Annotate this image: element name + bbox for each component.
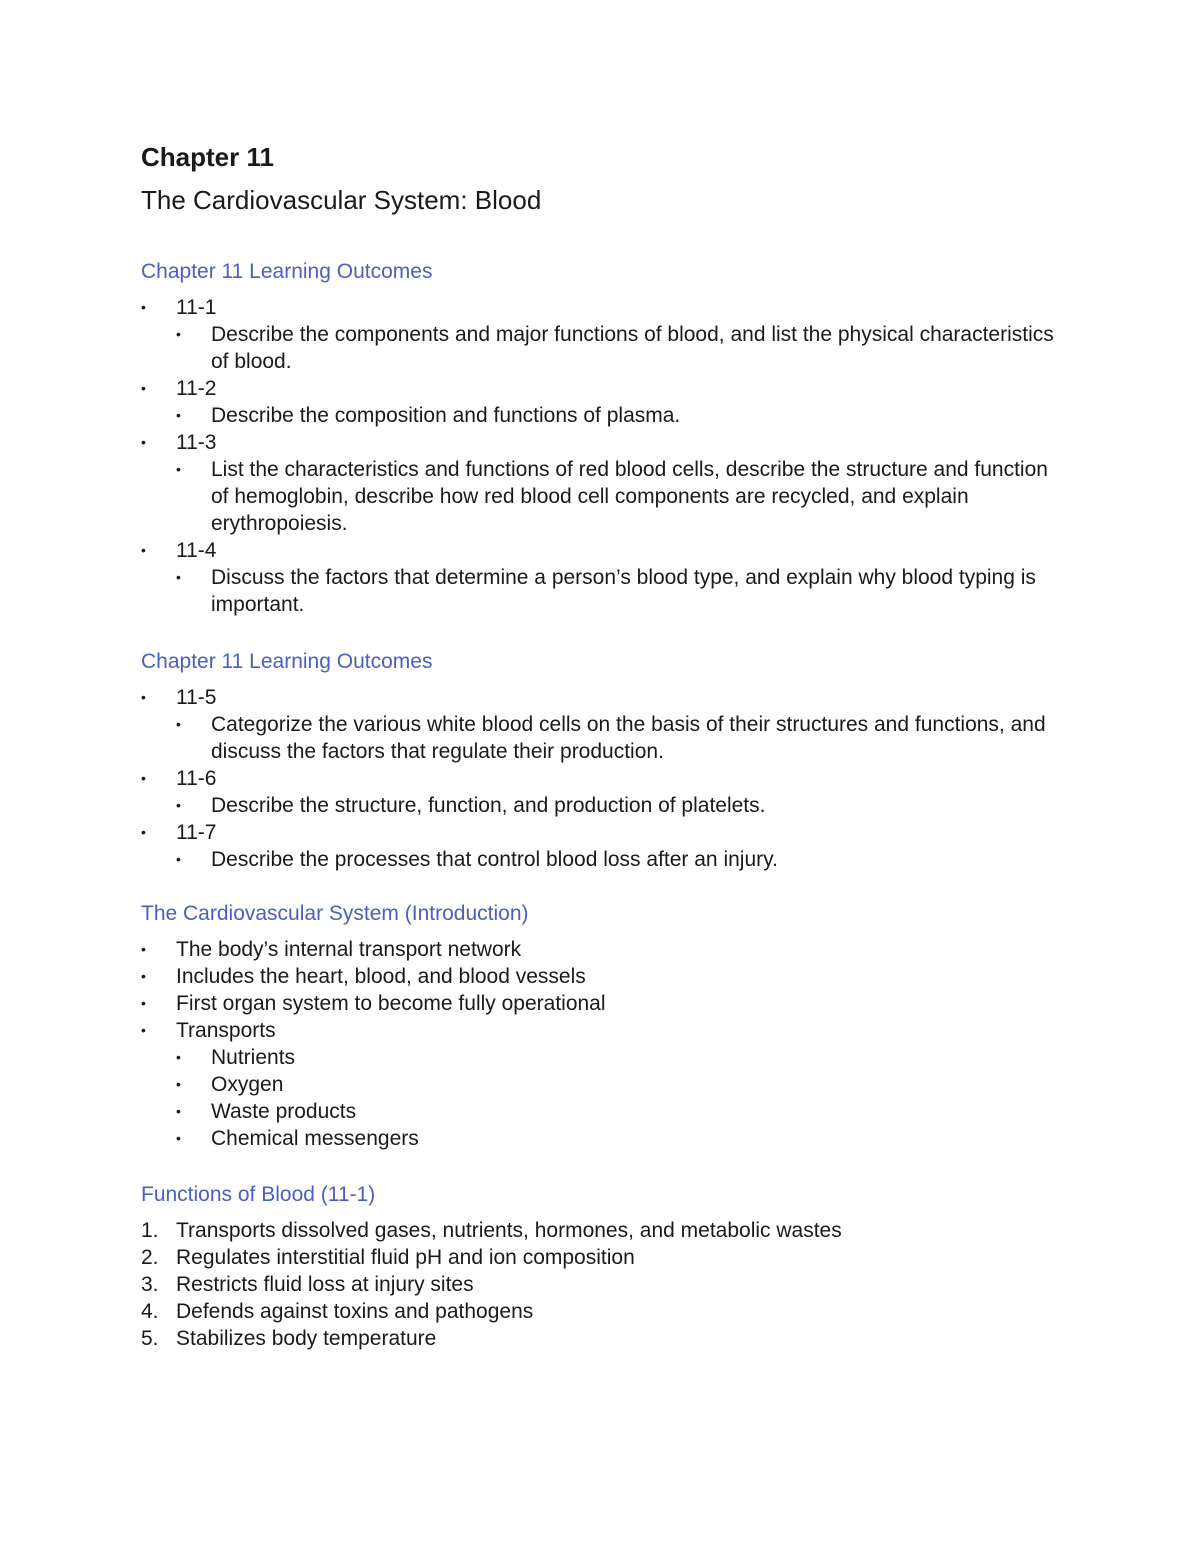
bullet-icon: • bbox=[176, 1076, 181, 1092]
sub-list-item-text: Chemical messengers bbox=[211, 1127, 419, 1150]
list-item bbox=[141, 765, 1061, 792]
section-heading: Chapter 11 Learning Outcomes bbox=[141, 650, 433, 673]
bullet-list bbox=[141, 684, 1061, 873]
list-item bbox=[141, 375, 1061, 402]
bullet-icon: • bbox=[176, 797, 181, 813]
bullet-icon: • bbox=[141, 1022, 146, 1038]
bullet-icon: • bbox=[176, 851, 181, 867]
list-number: 3. bbox=[141, 1273, 159, 1296]
sub-list-item bbox=[141, 846, 1061, 873]
list-item bbox=[141, 294, 1061, 321]
sub-list-item bbox=[141, 1098, 1061, 1125]
sub-list-item-text: Discuss the factors that determine a person’s blood type, and explain why blood typing is important. bbox=[211, 566, 1036, 616]
bullet-icon: • bbox=[141, 689, 146, 705]
bullet-icon: • bbox=[141, 995, 146, 1011]
sub-list-item bbox=[141, 1071, 1061, 1098]
sub-list-item bbox=[141, 564, 1061, 618]
sub-list-item-text: Nutrients bbox=[211, 1046, 296, 1069]
bullet-icon: • bbox=[176, 1103, 181, 1119]
bullet-icon: • bbox=[176, 716, 181, 732]
list-item-text: Regulates interstitial fluid pH and ion composition bbox=[176, 1246, 635, 1269]
list-item-text: Defends against toxins and pathogens bbox=[176, 1300, 534, 1323]
list-item bbox=[141, 429, 1061, 456]
list-item-text: 11-2 bbox=[176, 377, 217, 400]
bullet-icon: • bbox=[176, 326, 181, 342]
list-item-text: First organ system to become fully operational bbox=[176, 992, 606, 1015]
list-item-text: 11-3 bbox=[176, 431, 217, 454]
section-heading: Chapter 11 Learning Outcomes bbox=[141, 260, 433, 283]
list-item bbox=[141, 537, 1061, 564]
list-item bbox=[141, 963, 1061, 990]
list-item bbox=[141, 684, 1061, 711]
list-item-text: Stabilizes body temperature bbox=[176, 1327, 437, 1350]
list-item-text: 11-1 bbox=[176, 296, 217, 319]
section-heading: The Cardiovascular System (Introduction) bbox=[141, 902, 529, 925]
sub-list-item-text: Describe the structure, function, and production of platelets. bbox=[211, 794, 766, 817]
bullet-list bbox=[141, 936, 1061, 1152]
list-item-text: Restricts fluid loss at injury sites bbox=[176, 1273, 474, 1296]
bullet-icon: • bbox=[141, 299, 146, 315]
list-item bbox=[141, 1217, 1061, 1244]
sub-list-item-text: Categorize the various white blood cells on the basis of their structures and functions, and discuss the factors that regulate their production. bbox=[211, 713, 1046, 763]
bullet-icon: • bbox=[141, 434, 146, 450]
bullet-list bbox=[141, 294, 1061, 618]
list-item-text: Transports dissolved gases, nutrients, hormones, and metabolic wastes bbox=[176, 1219, 842, 1242]
sub-list-item-text: Waste products bbox=[211, 1100, 357, 1123]
bullet-icon: • bbox=[176, 1049, 181, 1065]
list-item-text: 11-4 bbox=[176, 539, 217, 562]
sub-list-item bbox=[141, 711, 1061, 765]
sub-list-item bbox=[141, 321, 1061, 375]
chapter-title: Chapter 11 bbox=[141, 142, 274, 172]
sub-list-item-text: Oxygen bbox=[211, 1073, 284, 1096]
list-item bbox=[141, 1325, 1061, 1352]
bullet-icon: • bbox=[176, 569, 181, 585]
bullet-icon: • bbox=[141, 941, 146, 957]
section bbox=[141, 648, 1061, 873]
list-item-text: 11-5 bbox=[176, 686, 217, 709]
list-item bbox=[141, 936, 1061, 963]
list-item bbox=[141, 990, 1061, 1017]
numbered-list bbox=[141, 1217, 1061, 1352]
sub-list-item bbox=[141, 1125, 1061, 1152]
list-item bbox=[141, 1244, 1061, 1271]
bullet-icon: • bbox=[176, 461, 181, 477]
sub-list-item bbox=[141, 456, 1061, 537]
list-item bbox=[141, 819, 1061, 846]
sub-list-item bbox=[141, 402, 1061, 429]
list-number: 1. bbox=[141, 1219, 159, 1242]
list-number: 4. bbox=[141, 1300, 159, 1323]
list-item-text: The body’s internal transport network bbox=[176, 938, 522, 961]
list-item-text: Transports bbox=[176, 1019, 276, 1042]
list-item bbox=[141, 1298, 1061, 1325]
list-number: 2. bbox=[141, 1246, 159, 1269]
list-item-text: 11-7 bbox=[176, 821, 217, 844]
list-item bbox=[141, 1271, 1061, 1298]
chapter-subtitle: The Cardiovascular System: Blood bbox=[141, 185, 542, 215]
bullet-icon: • bbox=[141, 380, 146, 396]
bullet-icon: • bbox=[141, 824, 146, 840]
list-item-text: Includes the heart, blood, and blood vessels bbox=[176, 965, 586, 988]
sub-list-item-text: Describe the processes that control blood loss after an injury. bbox=[211, 848, 778, 871]
bullet-icon: • bbox=[141, 968, 146, 984]
sub-list-item bbox=[141, 792, 1061, 819]
section bbox=[141, 1181, 1061, 1352]
section bbox=[141, 900, 1061, 1152]
section-heading: Functions of Blood (11-1) bbox=[141, 1183, 376, 1206]
sub-list-item-text: List the characteristics and functions of red blood cells, describe the structure and function of hemoglobin, describe how red blood cell components are recycled, and explain erythropoiesis. bbox=[211, 458, 1048, 535]
bullet-icon: • bbox=[176, 1130, 181, 1146]
sub-list-item-text: Describe the composition and functions of plasma. bbox=[211, 404, 681, 427]
bullet-icon: • bbox=[176, 407, 181, 423]
list-number: 5. bbox=[141, 1327, 159, 1350]
bullet-icon: • bbox=[141, 542, 146, 558]
sub-list-item-text: Describe the components and major functions of blood, and list the physical characteristics of blood. bbox=[211, 323, 1054, 373]
list-item-text: 11-6 bbox=[176, 767, 217, 790]
bullet-icon: • bbox=[141, 770, 146, 786]
sub-list-item bbox=[141, 1044, 1061, 1071]
section bbox=[141, 258, 1061, 618]
list-item bbox=[141, 1017, 1061, 1044]
